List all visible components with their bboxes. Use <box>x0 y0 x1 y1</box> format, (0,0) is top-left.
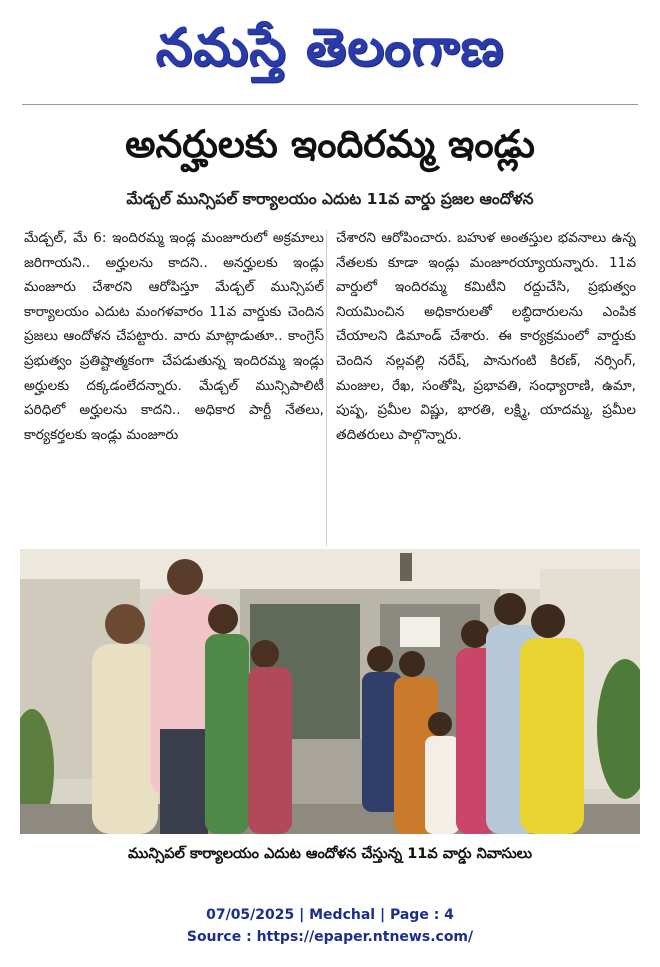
article-column-left: మేడ్చల్, మే 6: ఇందిరమ్మ ఇండ్ల మంజూరులో అక్రమాలు జరిగాయని.. అర్హులను కాదని.. అనర్హులకు ఇండ్లు మంజూరు చేశారని ఆరోపిస్తూ మేడ్చల్ మున్సిపల్ కార్యాలయం ఎదుట మంగళవారం 11వ వార్డుకు చెందిన ప్రజలు ఆందోళన చేపట్టారు. వారు మాట్లాడుతూ.. కాంగ్రెస్ ప్రభుత్వం ప్రతిష్టాత్మకంగా చేపడుతున్న ఇందిరమ్మ ఇండ్లు అర్హులకు దక్కడంలేదన్నారు. మేడ్చల్ మున్సిపాలిటీ పరిధిలో అర్హులను కాదని.. అధికార పార్టీ నేతలు, కార్యకర్తలకు ఇండ్లు మంజూరు <box>24 230 324 443</box>
footer-date: 07/05/2025 <box>206 907 295 923</box>
protest-photo-illustration <box>20 549 640 834</box>
footer-separator: | <box>379 907 390 923</box>
article-subheadline: మేడ్చల్ మున్సిపల్ కార్యాలయం ఎదుట 11వ వార్డు ప్రజల ఆందోళన <box>126 190 534 208</box>
footer-edition: Medchal <box>309 907 376 923</box>
masthead-divider <box>22 104 638 105</box>
article-headline: అనర్హులకు ఇందిరమ్మ ఇండ్లు <box>125 122 535 166</box>
article-column-right: చేశారని ఆరోపించారు. బహుళ అంతస్తుల భవనాలు ఉన్న నేతలకు కూడా ఇండ్లు మంజూరయ్యాయన్నారు. 11వ వార్డులో ఇందిరమ్మ కమిటీని రద్దుచేసి, ప్రభుత్వం నియమించిన అధికారులతో లబ్ధిదారులను ఎంపిక చేయాలని డిమాండ్ చేశారు. ఈ కార్యక్రమంలో వార్డుకు చెందిన నల్లవల్లి నరేష్, పానుగంటి కిరణ్, నర్సింగ్, మంజుల, రేఖ, సంతోషి, ప్రభావతి, సంధ్యారాణి, ఉమా, పుష్ప, ప్రమీల విష్ణు, భారతి, లక్ష్మి, యాదమ్మ, ప్రమీల తదితరులు పాల్గొన్నారు. <box>336 230 636 443</box>
masthead-logo: నమస్తే తెలంగాణ <box>155 18 505 78</box>
footer-page: Page : 4 <box>389 907 454 923</box>
footer-source[interactable]: Source : https://epaper.ntnews.com/ <box>186 929 474 945</box>
photo-caption: మున్సిపల్ కార్యాలయం ఎదుట ఆందోళన చేస్తున్న 11వ వార్డు నివాసులు <box>127 846 533 862</box>
column-divider <box>326 230 327 546</box>
footer-separator: | <box>299 907 310 923</box>
news-photo <box>20 549 640 834</box>
masthead <box>0 0 660 104</box>
footer-publication-info <box>0 904 660 926</box>
